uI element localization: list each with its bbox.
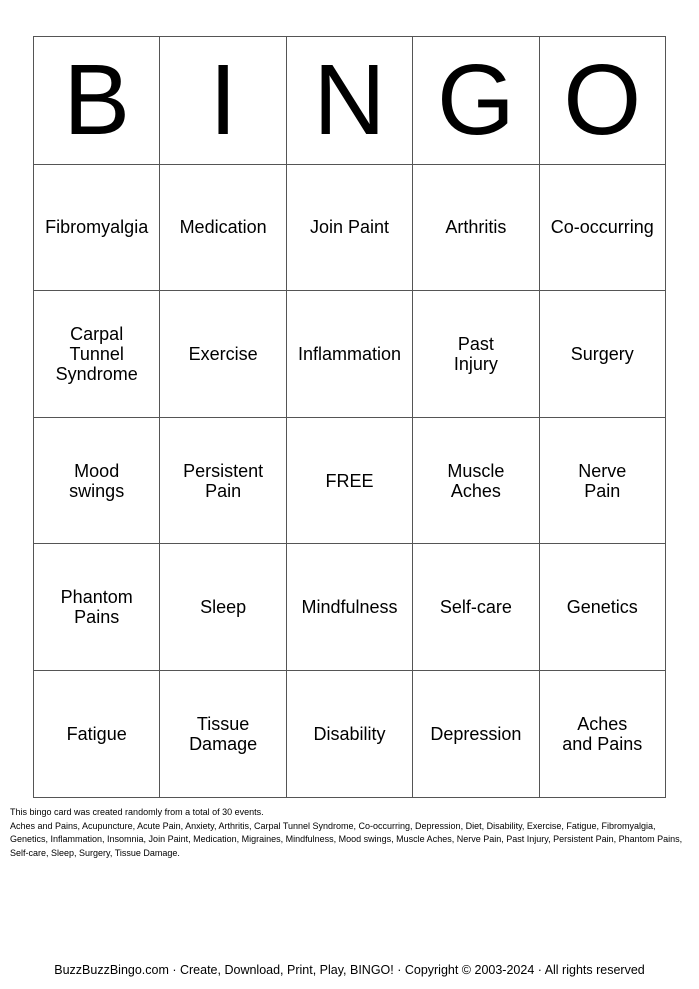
bingo-cell: Exercise [160, 291, 286, 418]
bingo-cell: Self-care [413, 544, 539, 671]
bingo-cell: Sleep [160, 544, 286, 671]
bingo-cell: Carpal Tunnel Syndrome [34, 291, 160, 418]
bingo-row [34, 291, 666, 418]
bingo-cell: Depression [413, 670, 539, 797]
header-letter-n: N [286, 37, 412, 165]
bingo-cell: Genetics [539, 544, 665, 671]
header-letter-g: G [413, 37, 539, 165]
bingo-cell: Inflammation [286, 291, 412, 418]
header-letter-i: I [160, 37, 286, 165]
bingo-cell: Medication [160, 164, 286, 291]
bingo-cell: Phantom Pains [34, 544, 160, 671]
bingo-cell: Fatigue [34, 670, 160, 797]
bingo-cell: Disability [286, 670, 412, 797]
bingo-cell: Co-occurring [539, 164, 665, 291]
bingo-cell: Persistent Pain [160, 417, 286, 544]
page-footer: BuzzBuzzBingo.com · Create, Download, Print, Play, BINGO! · Copyright © 2003-2024 · All rights reserved [54, 963, 645, 977]
bingo-row [34, 670, 666, 797]
bingo-row [34, 164, 666, 291]
bingo-row [34, 417, 666, 544]
bingo-cell: Past Injury [413, 291, 539, 418]
bingo-cell: Tissue Damage [160, 670, 286, 797]
free-space-cell: FREE [286, 417, 412, 544]
event-list-footnote [10, 806, 690, 860]
bingo-cell: Muscle Aches [413, 417, 539, 544]
header-letter-b: B [34, 37, 160, 165]
bingo-cell: Mood swings [34, 417, 160, 544]
footnote-intro: This bingo card was created randomly from a total of 30 events. [10, 807, 264, 817]
bingo-cell: Join Paint [286, 164, 412, 291]
bingo-header-row [34, 37, 666, 165]
bingo-cell: Aches and Pains [539, 670, 665, 797]
bingo-card [33, 36, 666, 798]
bingo-cell: Fibromyalgia [34, 164, 160, 291]
bingo-cell: Surgery [539, 291, 665, 418]
bingo-cell: Mindfulness [286, 544, 412, 671]
bingo-cell: Nerve Pain [539, 417, 665, 544]
header-letter-o: O [539, 37, 665, 165]
bingo-row [34, 544, 666, 671]
footnote-event-list: Aches and Pains, Acupuncture, Acute Pain, Anxiety, Arthritis, Carpal Tunnel Syndrome, Co-occurring, Depression, Diet, Disability, Exercise, Fatigue, Fibromyalgia, Genetics, Inflammation, Insomnia, Join Paint, Medication, Migraines, Mindfulness, Mood swings, Muscle Aches, Nerve Pain, Past Injury, Persistent Pain, Phantom Pains, Self-care, Sleep, Surgery, Tissue Damage. [10, 820, 683, 858]
bingo-cell: Arthritis [413, 164, 539, 291]
